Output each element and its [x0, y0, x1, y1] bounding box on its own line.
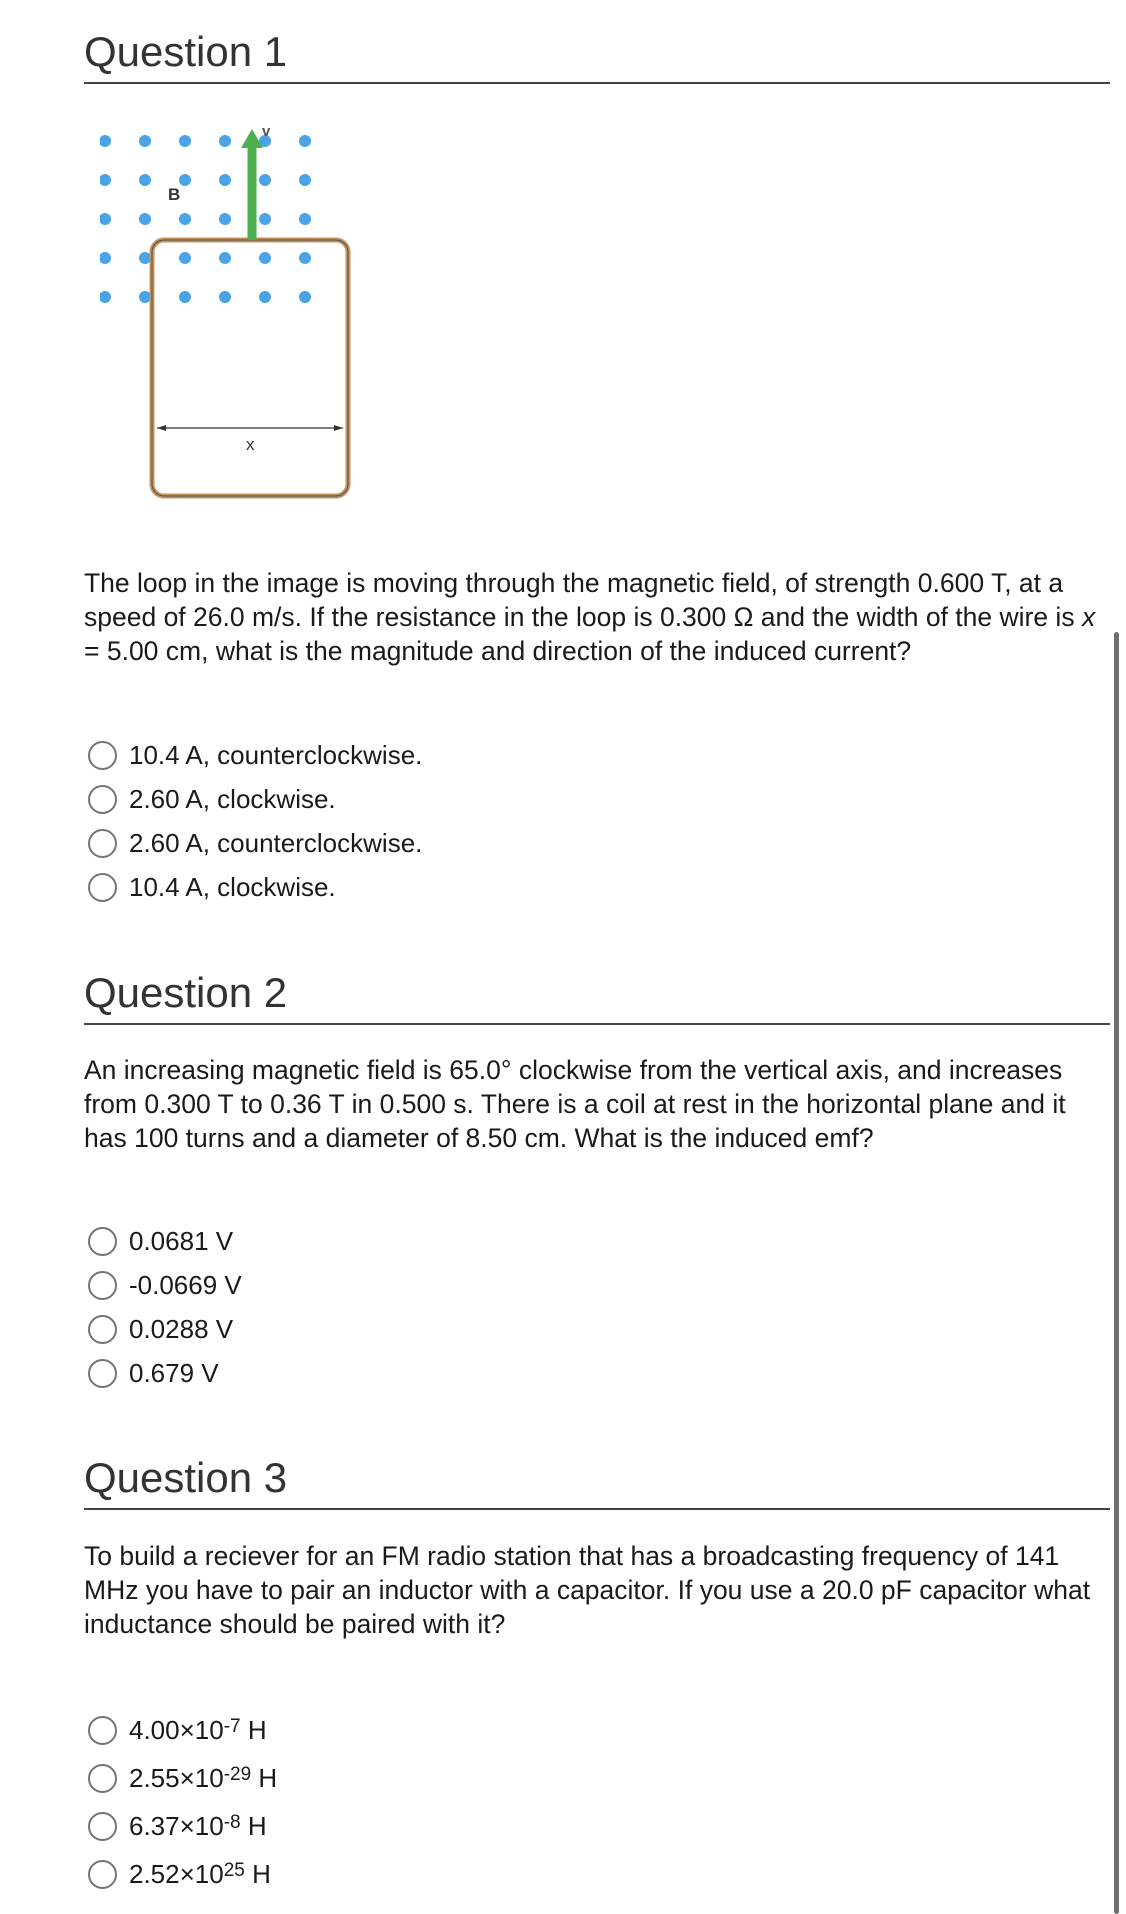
- field-dot: [100, 252, 111, 264]
- field-dot: [179, 291, 191, 303]
- field-dot: [259, 174, 271, 186]
- question-3-choices: [88, 1706, 277, 1898]
- field-dot: [299, 174, 311, 186]
- question-2-choices: [88, 1219, 242, 1395]
- width-arrow-right: [334, 425, 343, 431]
- radio-button[interactable]: [88, 829, 117, 858]
- radio-button[interactable]: [88, 741, 117, 770]
- field-label: B: [168, 185, 181, 204]
- velocity-label: v: [262, 123, 271, 140]
- question-2-text: An increasing magnetic field is 65.0° clockwise from the vertical axis, and increases from 0.300 T to 0.36 T in 0.500 s. There is a coil at rest in the horizontal plane and it has 100 turns and a diameter of 8.50 cm. What is the induced emf?: [84, 1055, 1066, 1153]
- width-arrow-left: [157, 425, 166, 431]
- radio-button[interactable]: [88, 1764, 117, 1793]
- field-dot: [139, 291, 151, 303]
- field-dot: [139, 174, 151, 186]
- radio-button[interactable]: [88, 1716, 117, 1745]
- radio-button[interactable]: [88, 1227, 117, 1256]
- magnetic-field-loop-figure: [100, 110, 400, 520]
- radio-button[interactable]: [88, 1315, 117, 1344]
- wire-loop: [152, 240, 348, 496]
- wire-loop-outline: [152, 240, 348, 496]
- question-2-choice-c[interactable]: 0.0288 V: [88, 1307, 242, 1351]
- question-3-choice-a[interactable]: 4.00×10 $^{-7}$ H: [88, 1706, 277, 1754]
- field-dot: [100, 174, 111, 186]
- radio-button[interactable]: [88, 1812, 117, 1841]
- radio-button[interactable]: [88, 1359, 117, 1388]
- field-dot: [219, 291, 231, 303]
- field-dot: [179, 174, 191, 186]
- field-dot: [100, 213, 111, 225]
- field-dot: [299, 213, 311, 225]
- question-1-choices: [88, 733, 422, 909]
- question-1-choice-b[interactable]: 2.60 A, clockwise.: [88, 777, 422, 821]
- field-dot: [100, 135, 111, 147]
- question-2-choice-b[interactable]: -0.0669 V: [88, 1263, 242, 1307]
- field-dot: [139, 252, 151, 264]
- field-dot: [299, 252, 311, 264]
- radio-button[interactable]: [88, 873, 117, 902]
- question-1-choice-c[interactable]: 2.60 A, counterclockwise.: [88, 821, 422, 865]
- radio-button[interactable]: [88, 1860, 117, 1889]
- question-1-choice-d[interactable]: 10.4 A, clockwise.: [88, 865, 422, 909]
- question-3-heading: Question 3: [84, 1454, 1110, 1510]
- question-2-heading: Question 2: [84, 969, 1110, 1025]
- field-dot: [219, 174, 231, 186]
- question-1-text: The loop in the image is moving through the magnetic field, of strength 0.600 T, at a speed of 26.0 m/s. If the resistance in the loop is 0.300 Ω and the width of the wire is x = 5.00 cm, what is the magnitude and direction of the induced current?: [84, 568, 1096, 666]
- variable-x: x: [1081, 602, 1096, 632]
- field-dot: [100, 291, 111, 303]
- question-2-choice-d[interactable]: 0.679 V: [88, 1351, 242, 1395]
- question-2-choice-a[interactable]: 0.0681 V: [88, 1219, 242, 1263]
- radio-button[interactable]: [88, 785, 117, 814]
- field-dot: [219, 252, 231, 264]
- field-dot: [299, 291, 311, 303]
- vertical-scrollbar[interactable]: [1114, 632, 1119, 1914]
- field-dot: [179, 213, 191, 225]
- field-dots: [100, 135, 311, 303]
- field-dot: [259, 213, 271, 225]
- field-dot: [219, 213, 231, 225]
- field-dot: [219, 135, 231, 147]
- question-3-choice-d[interactable]: 2.52×10 $^{25}$ H: [88, 1850, 277, 1898]
- field-dot: [139, 135, 151, 147]
- question-1-heading: Question 1: [84, 28, 1110, 84]
- field-dot: [179, 252, 191, 264]
- question-3-choice-c[interactable]: 6.37×10 $^{-8}$ H: [88, 1802, 277, 1850]
- question-3-text: To build a reciever for an FM radio station that has a broadcasting frequency of 141 MHz you have to pair an inductor with a capacitor. If you use a 20.0 pF capacitor what inductance should be paired with it?: [84, 1541, 1091, 1639]
- field-dot: [259, 291, 271, 303]
- radio-button[interactable]: [88, 1271, 117, 1300]
- field-dot: [139, 213, 151, 225]
- question-3-choice-b[interactable]: 2.55×10 $^{-29}$ H: [88, 1754, 277, 1802]
- field-dot: [179, 135, 191, 147]
- width-label: x: [246, 435, 255, 454]
- field-dot: [299, 135, 311, 147]
- question-1-choice-a[interactable]: 10.4 A, counterclockwise.: [88, 733, 422, 777]
- field-dot: [259, 252, 271, 264]
